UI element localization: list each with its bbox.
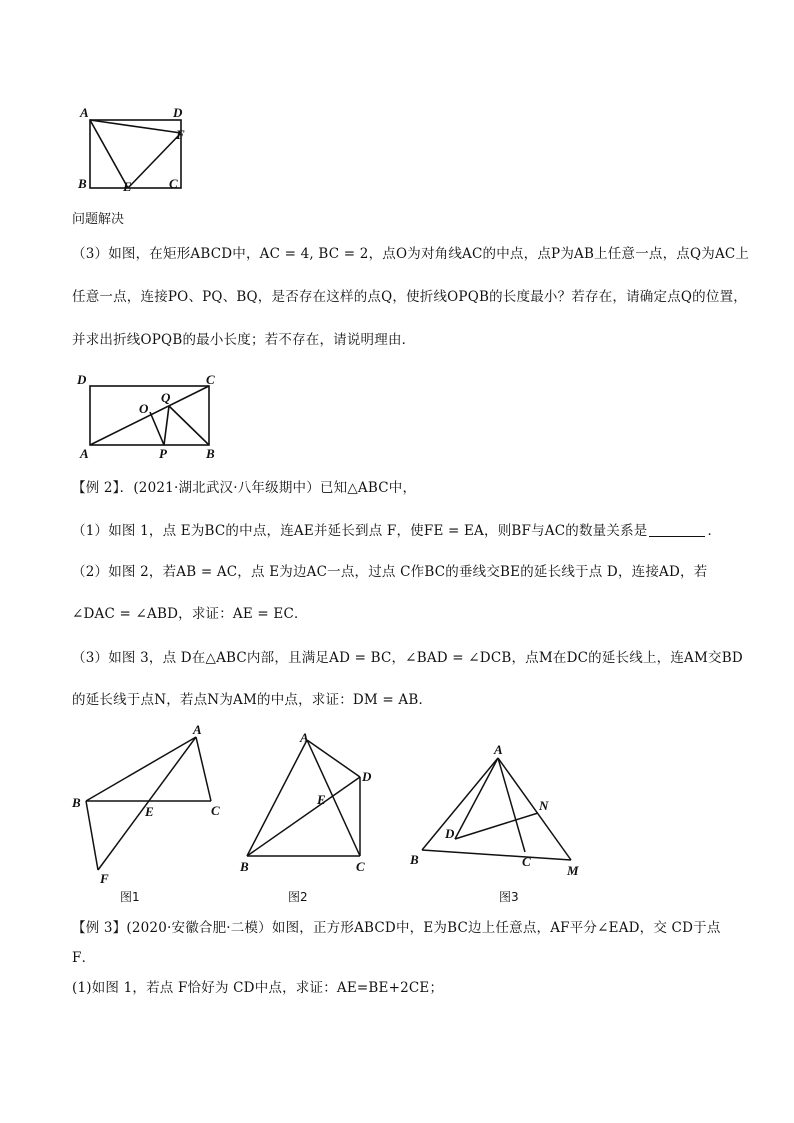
label-p: P — [159, 446, 167, 461]
label-c: C — [206, 372, 215, 387]
segment-bm — [422, 850, 571, 860]
ex2-part1-end: ． — [707, 523, 722, 539]
label-e: E — [123, 179, 132, 194]
label-e: E — [145, 804, 154, 819]
figure-1 — [68, 718, 228, 908]
segment-ae — [90, 120, 128, 188]
ex3-part1: (1)如图 1，若点 F恰好为 CD中点，求证：AE=BE+2CE； — [72, 980, 444, 996]
figure-1-caption: 图1 — [120, 890, 140, 904]
section-title: 问题解决 — [72, 212, 125, 227]
segment-ab — [422, 758, 498, 850]
label-c: C — [356, 859, 365, 874]
segment-ab — [86, 737, 196, 801]
figure-3 — [405, 738, 590, 910]
q3-line2: 任意一点，连接PO、PQ、BQ，是否存在这样的点Q，使折线OPQB的长度最小？若存在，请确定点Q的位置， — [72, 289, 747, 305]
q3-line3: 并求出折线OPQB的最小长度；若不存在，请说明理由． — [72, 332, 416, 348]
ex2-part1-text: （1）如图 1，点 E为BC的中点，连AE并延长到点 F，使FE = EA，则BF与AC的数量关系是 — [72, 523, 648, 539]
ex2-part2-line1: （2）如图 2，若AB = AC，点 E为边AC一点，过点 C作BC的垂线交BE的延长线于点 D，连接AD，若 — [72, 564, 708, 580]
label-c: C — [169, 176, 178, 191]
figure-3-caption: 图3 — [499, 890, 519, 904]
label-b: B — [240, 859, 249, 874]
label-a: A — [300, 730, 309, 745]
ex3-line2: F． — [72, 950, 96, 966]
segment-bd — [247, 777, 360, 856]
answer-blank — [649, 522, 705, 537]
ex2-header: 【例 2】．(2021·湖北武汉·八年级期中）已知△ABC中， — [72, 480, 417, 496]
label-f: F — [100, 871, 109, 886]
label-d: D — [173, 105, 183, 120]
q3-line1: （3）如图，在矩形ABCD中，AC = 4, BC = 2，点O为对角线AC的中点，点P为AB上任意一点，点Q为AC上 — [72, 246, 750, 262]
label-q: Q — [161, 390, 171, 405]
label-b: B — [206, 446, 215, 461]
label-e: E — [317, 792, 326, 807]
figure-2 — [232, 725, 392, 910]
segment-ac — [196, 737, 211, 801]
label-a: A — [80, 446, 89, 461]
diagonal-ac — [90, 386, 209, 445]
label-o: O — [139, 401, 149, 416]
label-b: B — [78, 176, 87, 191]
label-b: B — [72, 795, 81, 810]
segment-af — [90, 120, 181, 133]
label-b: B — [410, 852, 419, 867]
segment-ac — [498, 758, 525, 852]
ex2-part2-line2: ∠DAC = ∠ABD，求证：AE = EC． — [72, 606, 308, 622]
ex2-part3-line1: （3）如图 3，点 D在△ABC内部，且满足AD = BC，∠BAD = ∠DCB，点M在DC的延长线上，连AM交BD — [72, 650, 743, 666]
ex2-part3-line2: 的延长线于点N，若点N为AM的中点，求证：DM = AB． — [72, 692, 433, 708]
label-f: F — [176, 127, 185, 142]
label-c: C — [211, 803, 220, 818]
segment-ac — [307, 740, 360, 856]
figure-2-caption: 图2 — [288, 890, 308, 904]
label-a: A — [494, 742, 503, 757]
label-c: C — [522, 854, 531, 869]
ex2-part1 — [72, 521, 721, 541]
label-d: D — [445, 826, 455, 841]
label-a: A — [193, 722, 202, 737]
figure-rectangle-opqb — [75, 368, 225, 463]
label-d: D — [77, 372, 87, 387]
segment-bf — [86, 801, 98, 870]
label-m: M — [567, 863, 579, 878]
ex3-line1: 【例 3】(2020·安徽合肥·二模）如图，正方形ABCD中，E为BC边上任意点，AF平分∠EAD，交 CD于点 — [72, 920, 721, 936]
figure-rectangle-abcd-ef — [75, 100, 195, 195]
segment-op — [150, 412, 164, 445]
segment-am — [498, 758, 571, 860]
rectangle-abcd — [90, 120, 181, 188]
segment-pq — [164, 406, 169, 445]
segment-ab — [247, 740, 307, 856]
segment-qb — [169, 406, 209, 445]
label-d: D — [362, 769, 372, 784]
label-n: N — [539, 798, 549, 813]
label-a: A — [80, 105, 89, 120]
